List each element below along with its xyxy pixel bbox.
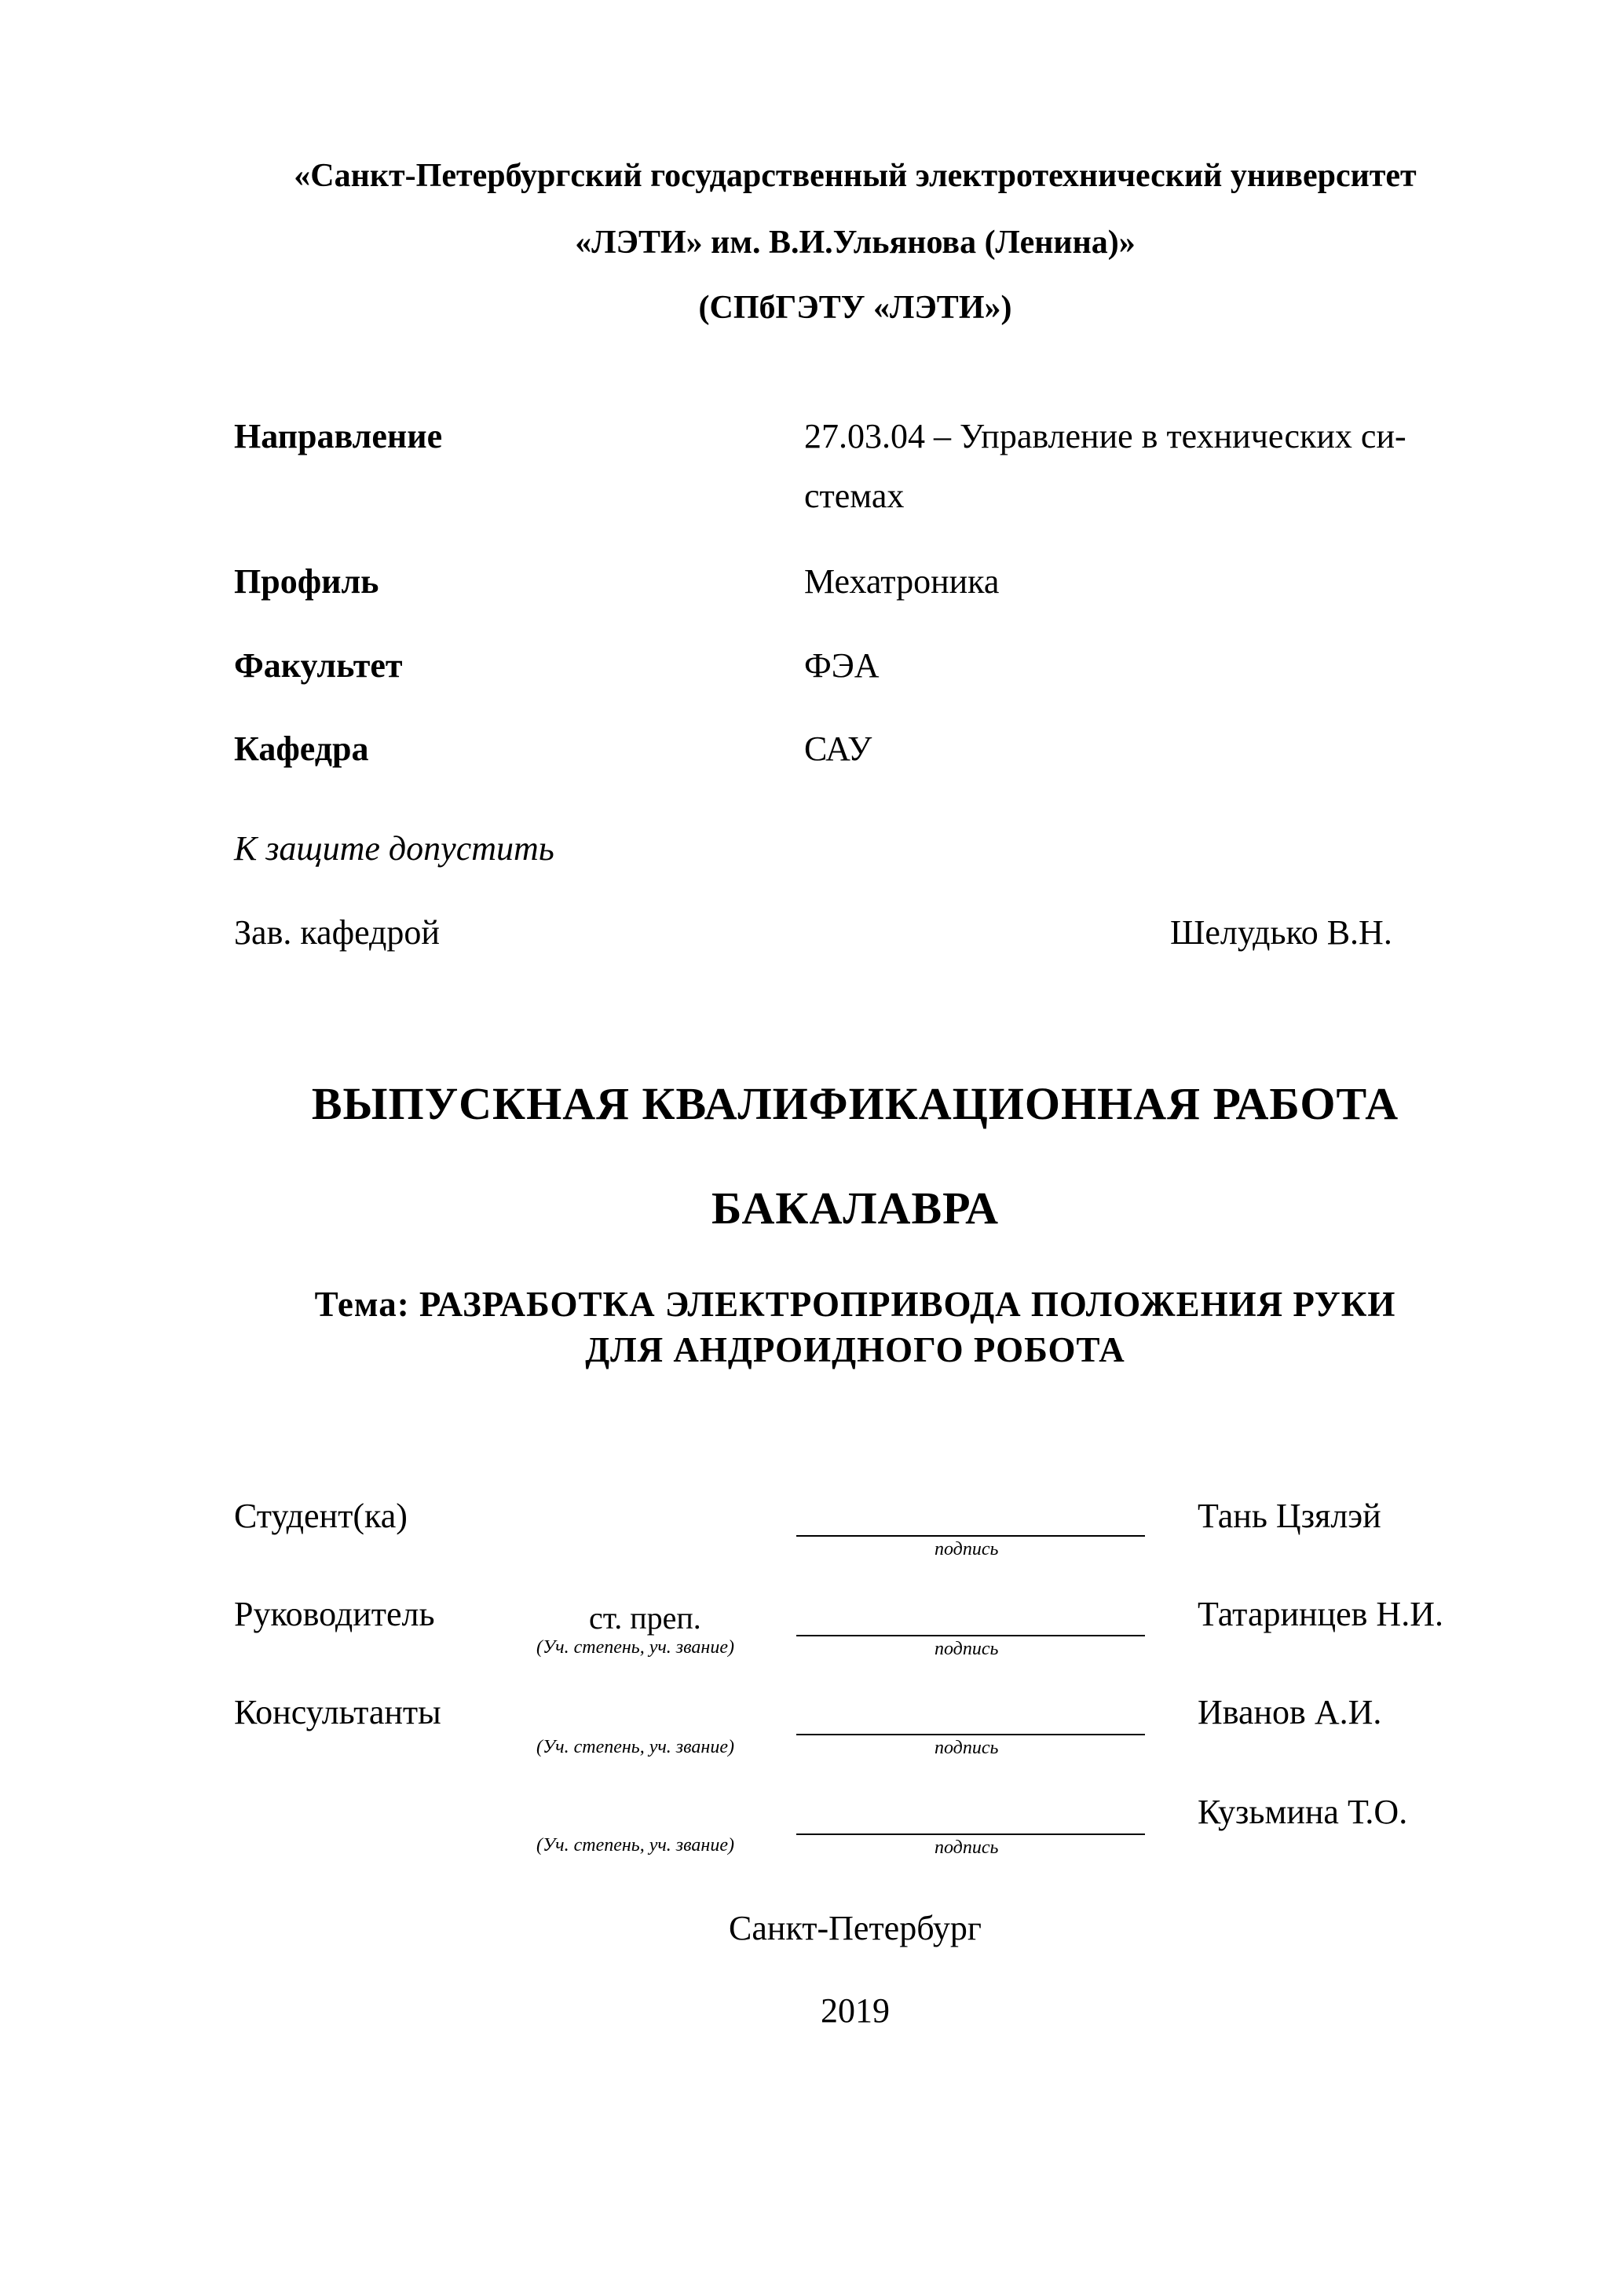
student-name: Тань Цзялэй bbox=[1198, 1497, 1381, 1535]
document-title-line1: ВЫПУСКНАЯ КВАЛИФИКАЦИОННАЯ РАБОТА bbox=[311, 1078, 1399, 1129]
supervisor-degree-caption: (Уч. степень, уч. звание) bbox=[536, 1637, 734, 1658]
profile-value: Мехатроника bbox=[804, 562, 1000, 601]
supervisor-label: Руководитель bbox=[234, 1595, 435, 1633]
student-signature-caption: подпись bbox=[935, 1539, 999, 1559]
university-abbreviation: (СПбГЭТУ «ЛЭТИ») bbox=[698, 290, 1012, 326]
direction-value-line1: 27.03.04 – Управление в технических си- bbox=[804, 417, 1406, 455]
head-of-department-name: Шелудько В.Н. bbox=[1170, 913, 1392, 952]
faculty-value: ФЭА bbox=[804, 646, 880, 685]
admission-text: К защите допустить bbox=[234, 829, 554, 868]
department-label: Кафедра bbox=[234, 729, 369, 768]
year: 2019 bbox=[821, 1991, 890, 2030]
department-value: САУ bbox=[804, 729, 872, 768]
supervisor-name: Татаринцев Н.И. bbox=[1198, 1595, 1443, 1633]
topic-line2: ДЛЯ АНДРОИДНОГО РОБОТА bbox=[585, 1330, 1125, 1369]
consultant2-signature-caption: подпись bbox=[935, 1837, 999, 1858]
consultant1-degree-caption: (Уч. степень, уч. звание) bbox=[536, 1737, 734, 1757]
supervisor-signature-caption: подпись bbox=[935, 1639, 999, 1659]
consultant2-signature-line bbox=[796, 1834, 1145, 1835]
topic-line1: Тема: РАЗРАБОТКА ЭЛЕКТРОПРИВОДА ПОЛОЖЕНИЯ РУКИ bbox=[314, 1285, 1396, 1324]
consultant1-name: Иванов А.И. bbox=[1198, 1693, 1382, 1731]
student-signature-line bbox=[796, 1535, 1145, 1537]
supervisor-signature-line bbox=[796, 1635, 1145, 1636]
university-name-line1: «Санкт-Петербургский государственный электротехнический университет bbox=[294, 158, 1417, 194]
direction-label: Направление bbox=[234, 417, 443, 455]
head-of-department-label: Зав. кафедрой bbox=[234, 913, 440, 952]
faculty-label: Факультет bbox=[234, 646, 403, 685]
university-name-line2: «ЛЭТИ» им. В.И.Ульянова (Ленина)» bbox=[575, 225, 1136, 261]
profile-label: Профиль bbox=[234, 562, 379, 601]
student-label: Студент(ка) bbox=[234, 1497, 408, 1535]
consultant1-signature-line bbox=[796, 1734, 1145, 1735]
direction-value-line2: стемах bbox=[804, 477, 905, 515]
consultants-label: Консультанты bbox=[234, 1693, 441, 1731]
consultant1-signature-caption: подпись bbox=[935, 1738, 999, 1758]
supervisor-degree: ст. преп. bbox=[589, 1600, 701, 1636]
document-title-line2: БАКАЛАВРА bbox=[711, 1183, 1000, 1234]
consultant2-degree-caption: (Уч. степень, уч. звание) bbox=[536, 1835, 734, 1855]
city: Санкт-Петербург bbox=[729, 1909, 982, 1947]
consultant2-name: Кузьмина Т.О. bbox=[1198, 1793, 1408, 1831]
